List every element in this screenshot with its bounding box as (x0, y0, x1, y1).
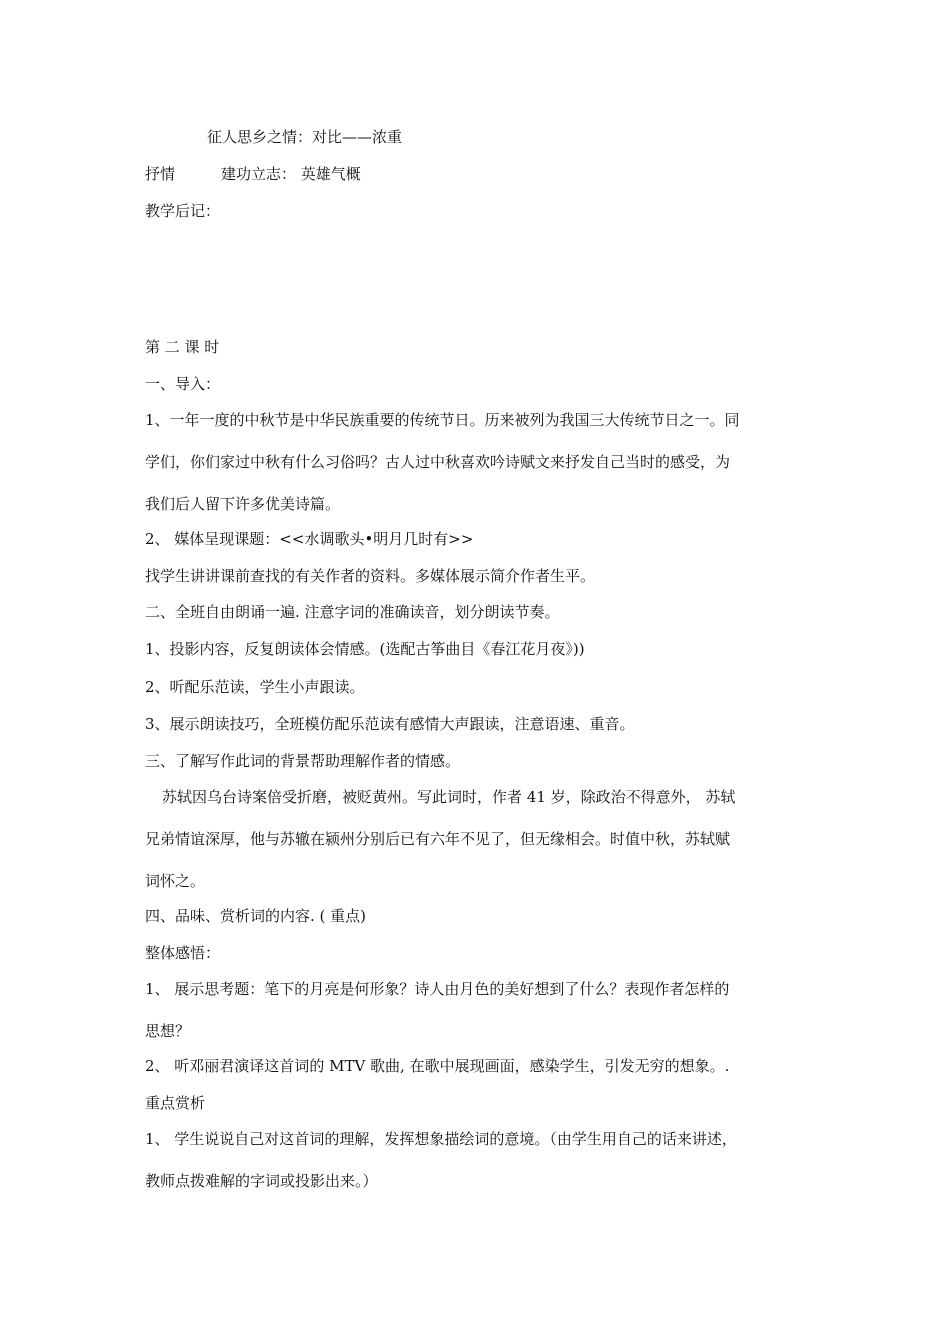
note-jiangong: 建功立志： 英雄气概 (221, 165, 361, 183)
section-1-title: 一、导入： (145, 375, 221, 393)
s4-item2: 2、 听邓丽君演译这首词的 MTV 歌曲, 在歌中展现画面，感染学生，引发无穷的想象。. (145, 1057, 730, 1075)
note-shuqing-row (145, 164, 361, 184)
note-zhengren: 征人思乡之情：对比——浓重 (207, 128, 403, 146)
teaching-postscript: 教学后记： (145, 202, 221, 220)
s4-item3-line1: 1、 学生说说自己对这首词的理解，发挥想象描绘词的意境。（由学生用自己的话来讲述， (145, 1130, 737, 1148)
note-shuqing-label: 抒情 (145, 165, 176, 183)
s3-para-line1: 苏轼因乌台诗案倍受折磨，被贬黄州。写此词时，作者 41 岁，除政治不得意外， 苏轼 (162, 788, 736, 806)
s4-item1-line2: 思想？ (145, 1022, 191, 1040)
s1-item1-line2: 学们，你们家过中秋有什么习俗吗？古人过中秋喜欢吟诗赋文来抒发自己当时的感受，为 (145, 453, 731, 471)
lesson-title: 第 二 课 时 (145, 338, 220, 356)
s1-item1-line1: 1、一年一度的中秋节是中华民族重要的传统节日。历来被列为我国三大传统节日之一。同 (145, 411, 740, 429)
s4-item1-line1: 1、 展示思考题：笔下的月亮是何形象？诗人由月色的美好想到了什么？表现作者怎样的 (145, 980, 730, 998)
s1-item1-line3: 我们后人留下许多优美诗篇。 (145, 495, 341, 513)
section-4-title: 四、品味、赏析词的内容. ( 重点) (145, 907, 367, 925)
s4-item3-line2: 教师点拨难解的字词或投影出来。） (145, 1172, 378, 1190)
s4-key-label: 重点赏析 (145, 1094, 206, 1112)
section-3-title: 三、了解写作此词的背景帮助理解作者的情感。 (145, 752, 461, 770)
s4-overall-label: 整体感悟： (145, 944, 221, 962)
s1-item2: 2、 媒体呈现课题：<<水调歌头•明月几时有>> (145, 530, 474, 548)
section-2-title: 二、全班自由朗诵一遍. 注意字词的准确读音，划分朗读节奏。 (145, 603, 560, 621)
s2-item3: 3、展示朗读技巧，全班模仿配乐范读有感情大声跟读，注意语速、重音。 (145, 715, 635, 733)
s3-para-line3: 词怀之。 (145, 872, 206, 890)
s2-item1: 1、投影内容，反复朗读体会情感。(选配古筝曲目《春江花月夜》)) (145, 640, 585, 658)
s2-item2: 2、听配乐范读，学生小声跟读。 (145, 678, 365, 696)
s3-para-line2: 兄弟情谊深厚，他与苏辙在颍州分别后已有六年不见了，但无缘相会。时值中秋，苏轼赋 (145, 830, 731, 848)
s1-item3: 找学生讲讲课前查找的有关作者的资料。多媒体展示简介作者生平。 (145, 567, 596, 585)
